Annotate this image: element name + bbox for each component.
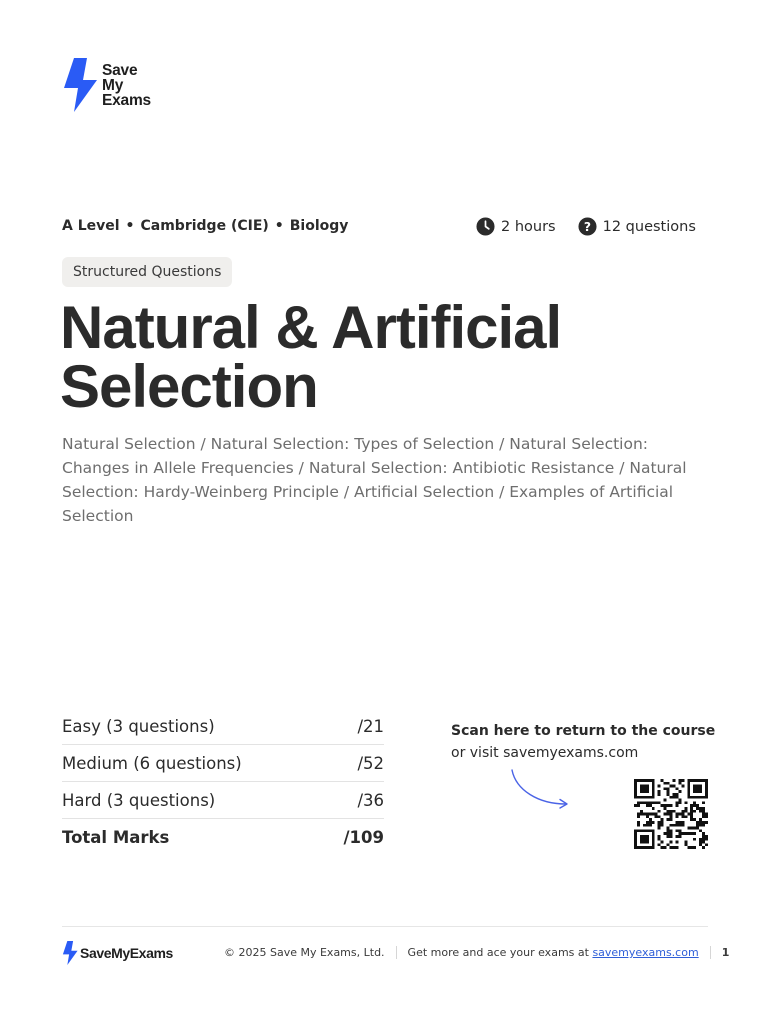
marks-label: Easy (3 questions) <box>62 716 215 736</box>
questions-info <box>578 217 696 236</box>
breadcrumb-board: Cambridge (CIE) <box>140 218 269 234</box>
marks-row-total <box>62 819 384 855</box>
marks-row-medium <box>62 745 384 782</box>
total-marks-value: /109 <box>343 827 384 847</box>
breadcrumb-separator: • <box>125 218 135 234</box>
svg-text:?: ? <box>583 220 591 235</box>
page-title <box>60 294 720 420</box>
marks-value: /52 <box>357 753 384 773</box>
duration-info <box>476 217 556 236</box>
footer-brand-name: SaveMyExams <box>80 945 173 961</box>
scan-subtitle: or visit savemyexams.com <box>451 745 639 761</box>
marks-label: Hard (3 questions) <box>62 790 216 810</box>
logo-line-exams: Exams <box>102 92 151 109</box>
total-marks-label: Total Marks <box>62 827 170 847</box>
question-circle-icon <box>578 217 597 236</box>
footer-website-link[interactable]: savemyexams.com <box>592 946 699 959</box>
footer-cta-text: Get more and ace your exams at <box>407 946 589 959</box>
title-line: Natural & Artificial <box>60 294 562 361</box>
breadcrumb-level: A Level <box>62 218 120 234</box>
marks-value: /36 <box>357 790 384 810</box>
lightning-bolt-icon <box>62 58 98 112</box>
footer-divider <box>62 926 708 927</box>
footer-logo <box>62 941 173 965</box>
duration-text: 2 hours <box>501 218 556 235</box>
copyright-text: © 2025 Save My Exams, Ltd. <box>224 946 385 959</box>
scan-title: Scan here to return to the course <box>451 723 716 739</box>
breadcrumb-separator: • <box>274 218 284 234</box>
marks-row-easy <box>62 708 384 745</box>
question-type-tag: Structured Questions <box>62 257 232 287</box>
curved-arrow-icon <box>508 768 572 812</box>
footer-separator <box>710 946 711 959</box>
questions-count-text: 12 questions <box>602 218 696 235</box>
marks-table <box>62 708 384 855</box>
marks-value: /21 <box>357 716 384 736</box>
logo-line-my: My <box>102 77 124 94</box>
lightning-bolt-icon <box>62 941 78 965</box>
breadcrumb-subject: Biology <box>289 218 349 234</box>
logo-line-save: Save <box>102 62 138 79</box>
footer-info <box>224 946 729 959</box>
clock-icon <box>476 217 495 236</box>
brand-logo <box>62 58 151 112</box>
page-number: 1 <box>721 946 730 959</box>
marks-row-hard <box>62 782 384 819</box>
exam-info <box>476 217 696 236</box>
course-breadcrumb <box>62 218 348 234</box>
logo-wordmark <box>102 58 151 108</box>
marks-label: Medium (6 questions) <box>62 753 242 773</box>
topic-list: Natural Selection / Natural Selection: Types of Selection / Natural Selection: Changes in Allele Frequencies / Natural Selection: Antibiotic Resistance / Natural Selection: Hardy-Weinberg Principle / Artificial Selection / Examples of Artificial Selection <box>62 435 687 525</box>
title-line: Selection <box>60 353 318 420</box>
qr-code-icon[interactable] <box>634 779 708 849</box>
footer-separator <box>396 946 397 959</box>
